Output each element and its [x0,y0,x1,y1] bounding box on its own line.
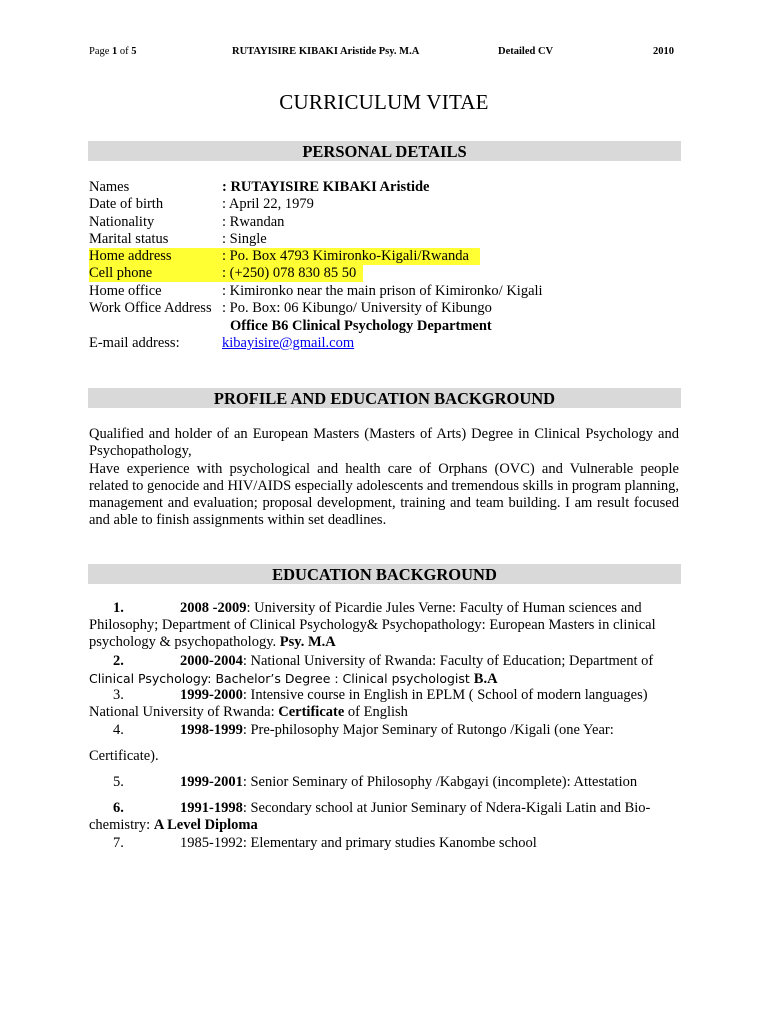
item-description: : Secondary school at Junior Seminary of Ndera-Kigali Latin and Bio-chemistry: [89,800,651,834]
detail-label: Home address [89,248,172,264]
detail-value: : Po. Box: 06 Kibungo/ University of Kibungo [222,300,492,316]
item-text [89,774,681,791]
item-description: : Intensive course in English in EPLM ( School of modern languages) National University of Rwanda: [89,687,648,721]
item-degree: A Level Diploma [153,817,258,834]
item-description-tail: of English [344,704,408,721]
item-description: : Elementary and primary studies Kanombe school [242,835,537,851]
item-years: 1998-1999 [180,722,243,738]
education-item-6 [89,800,681,834]
detail-label: Names [89,179,130,195]
page-prefix: Page [89,46,110,57]
education-item-4 [89,722,681,765]
profile-text [89,426,679,530]
personal-details-heading: PERSONAL DETAILS [88,141,681,161]
profile-heading: PROFILE AND EDUCATION BACKGROUND [88,388,681,408]
detail-value: Office B6 Clinical Psychology Department [230,318,492,334]
item-description: : Pre-philosophy Major Seminary of Rutongo /Kigali (one Year: [242,722,614,738]
education-item-2 [89,653,681,688]
item-years: 1999-2001 [180,774,243,790]
detail-row-home-address [89,248,480,265]
item-degree: Psy. M.A [279,634,336,651]
item-text [89,687,681,721]
detail-value: : Single [222,231,267,247]
item-text [89,653,681,688]
page-header [0,46,768,60]
detail-value: : April 22, 1979 [222,196,314,212]
item-text [89,722,681,739]
item-text-line2: Certificate). [89,748,159,765]
detail-label: E-mail address: [89,335,180,351]
item-degree: Certificate [278,704,345,721]
item-description-cont: Clinical Psychology: Bachelor’s Degree : Clinical psychologist [89,671,474,687]
item-description: : Senior Seminary of Philosophy /Kabgayi (incomplete): Attestation [242,774,638,790]
item-years: 1991-1998 [180,800,243,816]
item-number: 1. [113,600,124,616]
detail-label: Home office [89,283,162,299]
education-item-1 [89,600,681,652]
detail-value: : RUTAYISIRE KIBAKI Aristide [222,179,430,195]
item-number: 2. [113,653,124,669]
item-number: 5. [113,774,124,790]
item-number: 4. [113,722,124,738]
item-description: : National University of Rwanda: Faculty of Education; Department of [242,653,654,669]
item-text [89,835,681,852]
profile-paragraph-1: Qualified and holder of an European Masters (Masters of Arts) Degree in Clinical Psychology and Psychopathology, [89,426,679,460]
education-heading: EDUCATION BACKGROUND [88,564,681,584]
detail-value: : Kimironko near the main prison of Kimironko/ Kigali [222,283,543,299]
page-total: 5 [131,46,137,57]
item-years: 1999-2000 [180,687,243,703]
detail-value: : Rwandan [222,214,285,230]
detail-value: : Po. Box 4793 Kimironko-Kigali/Rwanda [222,248,469,264]
item-text [89,600,681,652]
item-number: 3. [113,687,124,703]
education-item-5 [89,774,681,791]
detail-label: Cell phone [89,265,153,281]
detail-label: Nationality [89,214,155,230]
page-indicator [89,46,137,57]
item-years: 2008 -2009 [180,600,247,616]
item-description: : University of Picardie Jules Verne: Faculty of Human sciences and Philosophy; Department of Clinical Psychology& Psychopathology: European Masters in clinical psychology & psychopathology. [89,600,656,651]
header-doc-type: Detailed CV [498,46,554,57]
document-title: CURRICULUM VITAE [279,90,489,114]
header-year: 2010 [653,46,674,57]
detail-row-cell-phone [89,265,363,282]
detail-label: Work Office Address [89,300,212,316]
item-years: 1985-1992 [180,835,243,851]
item-years: 2000-2004 [180,653,243,669]
page-of: of [119,46,129,57]
header-author: RUTAYISIRE KIBAKI Aristide Psy. M.A [232,46,420,57]
item-degree: B.A [473,671,498,688]
page-number: 1 [112,46,118,57]
profile-paragraph-2: Have experience with psychological and health care of Orphans (OVC) and Vulnerable people related to genocide and HIV/AIDS especially adolescents and tremendous skills in program planning, management and evaluation; proposal development, training and team building. I am result focused and able to finish assignments within set deadlines. [89,460,679,529]
item-number: 7. [113,835,124,851]
education-item-3 [89,687,681,721]
detail-label: Date of birth [89,196,164,212]
detail-value: : (+250) 078 830 85 50 [222,265,357,281]
item-text [89,800,681,834]
detail-label: Marital status [89,231,169,247]
email-link[interactable]: kibayisire@gmail.com [222,335,355,351]
item-number: 6. [113,800,124,816]
education-item-7 [89,835,681,852]
